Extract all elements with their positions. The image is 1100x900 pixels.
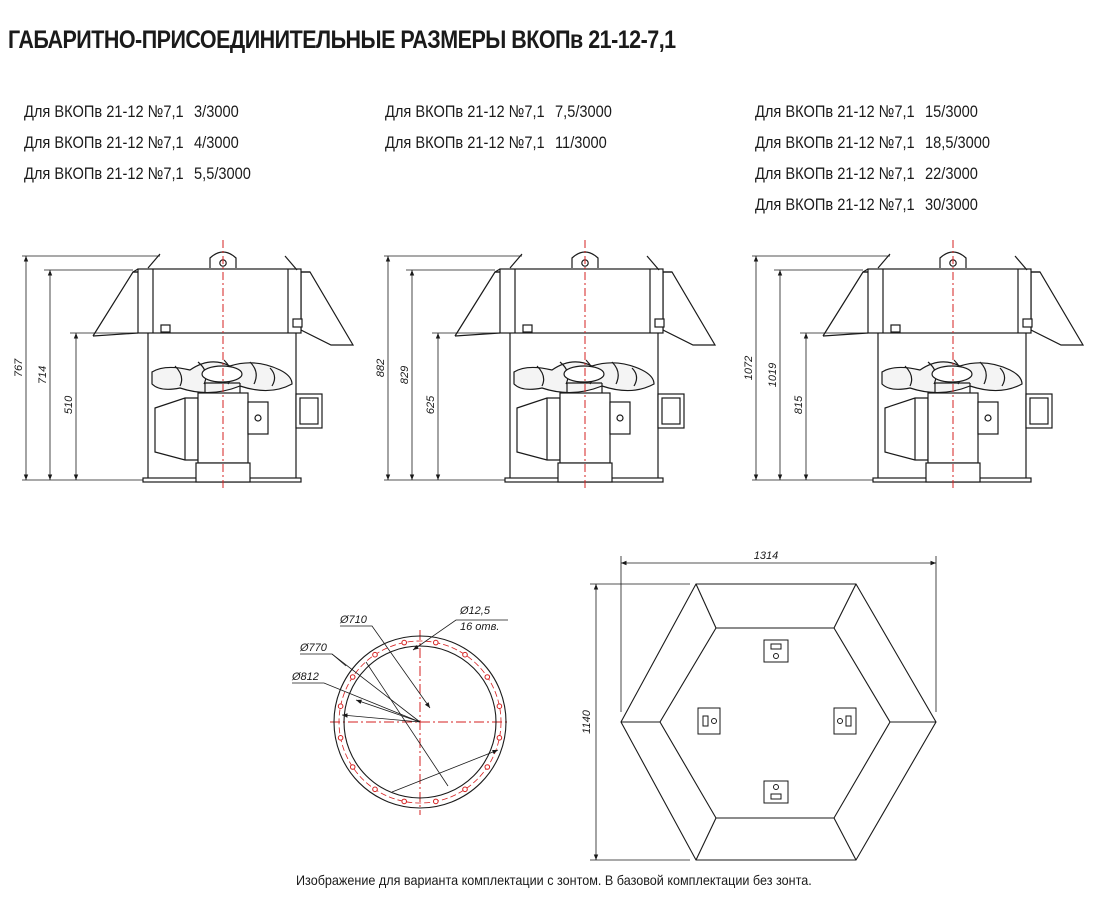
- variant-model: Для ВКОПв 21-12 №7,1: [24, 133, 184, 152]
- bolt-hole: [402, 799, 407, 804]
- bolt-hole: [373, 787, 378, 792]
- flange-dim-inner: Ø710: [340, 614, 367, 626]
- variant-spec: 15/3000: [925, 102, 978, 121]
- variant-spec: 18,5/3000: [925, 133, 991, 152]
- dimension-middle-height: 714: [37, 365, 49, 385]
- bolt-hole: [497, 736, 502, 741]
- bolt-hole: [497, 704, 502, 709]
- dimension-middle-height: 1019: [767, 362, 779, 388]
- hood-width-dimension: 1314: [753, 550, 779, 562]
- bolt-hole: [434, 640, 439, 645]
- dimension-inner-height: 815: [793, 395, 805, 415]
- bolt-hole: [373, 652, 378, 657]
- bolt-hole: [338, 704, 343, 709]
- variant-model: Для ВКОПв 21-12 №7,1: [385, 102, 545, 121]
- fan-unit-drawing: [455, 252, 715, 482]
- variant-spec: 11/3000: [555, 133, 607, 152]
- dimension-inner-height: 625: [425, 395, 437, 415]
- bolt-hole: [434, 799, 439, 804]
- dimension-inner-height: 510: [63, 395, 75, 415]
- variant-spec: 5,5/3000: [194, 164, 251, 183]
- variant-spec: 22/3000: [925, 164, 978, 183]
- variant-spec: 30/3000: [925, 195, 978, 214]
- fan-unit-drawing: [93, 252, 353, 482]
- hole-diameter: Ø12,5: [460, 605, 490, 617]
- dimension-middle-height: 829: [399, 365, 411, 385]
- flange-centerlines: [330, 630, 510, 815]
- variant-model: Для ВКОПв 21-12 №7,1: [755, 102, 915, 121]
- hole-count: 16 отв.: [460, 621, 500, 633]
- variant-spec: 3/3000: [194, 102, 239, 121]
- dimension-overall-height: 1072: [743, 355, 755, 381]
- variant-model: Для ВКОПв 21-12 №7,1: [755, 164, 915, 183]
- flange-dim-outer: Ø812: [292, 671, 319, 683]
- page-title: ГАБАРИТНО-ПРИСОЕДИНИТЕЛЬНЫЕ РАЗМЕРЫ ВКОПв 21-12-7,1: [8, 26, 676, 54]
- variant-spec: 7,5/3000: [555, 102, 612, 121]
- bolt-hole: [485, 675, 490, 680]
- dimension-overall-height: 882: [375, 358, 387, 378]
- bolt-hole: [463, 652, 468, 657]
- bolt-hole: [350, 675, 355, 680]
- variant-model: Для ВКОПв 21-12 №7,1: [24, 102, 184, 121]
- variant-spec: 4/3000: [194, 133, 239, 152]
- variant-model: Для ВКОПв 21-12 №7,1: [755, 195, 915, 214]
- caption: Изображение для варианта комплектации с зонтом. В базовой комплектации без зонта.: [296, 872, 812, 888]
- side-view-2: [375, 240, 715, 488]
- dimension-overall-height: 767: [13, 358, 25, 378]
- bolt-hole: [350, 765, 355, 770]
- bolt-hole: [338, 736, 343, 741]
- bolt-hole: [485, 765, 490, 770]
- side-view-1: [13, 240, 353, 488]
- bolt-hole: [463, 787, 468, 792]
- hood-top-view: [581, 550, 936, 860]
- fan-unit-drawing: [823, 252, 1083, 482]
- side-view-3: [743, 240, 1083, 488]
- bolt-hole: [402, 640, 407, 645]
- hood-height-dimension: 1140: [581, 710, 593, 734]
- variant-model: Для ВКОПв 21-12 №7,1: [385, 133, 545, 152]
- variant-model: Для ВКОПв 21-12 №7,1: [755, 133, 915, 152]
- flange-dim-bolt: Ø770: [300, 642, 327, 654]
- variant-model: Для ВКОПв 21-12 №7,1: [24, 164, 184, 183]
- flange-view: [291, 605, 510, 815]
